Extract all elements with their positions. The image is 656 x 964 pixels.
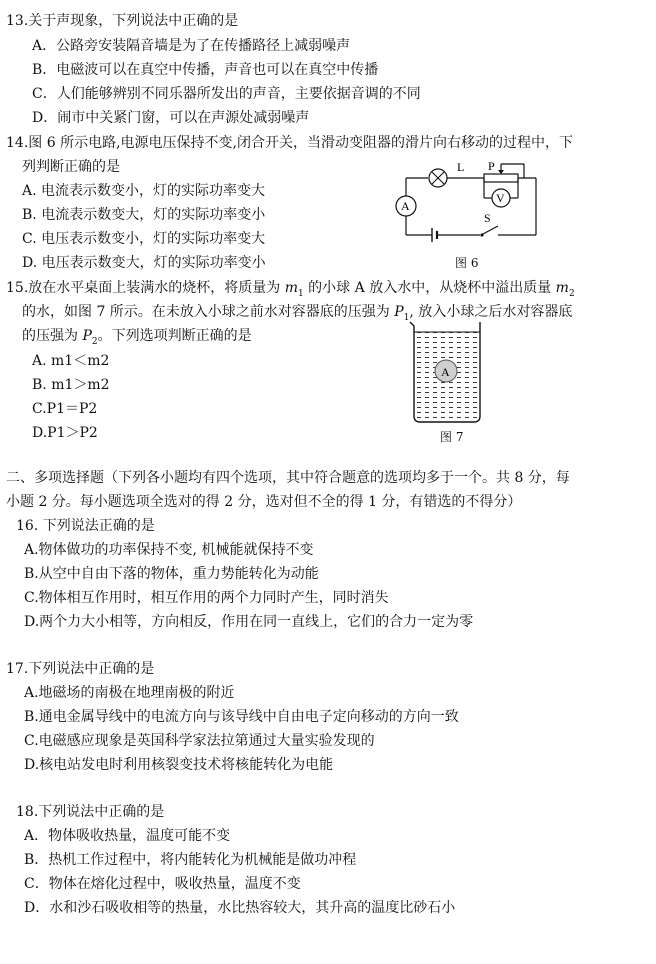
question-18-stem: 18.下列说法中正确的是 [16, 804, 165, 820]
q13-option-d: D．闹市中关紧门窗，可以在声源处减弱噪声 [32, 110, 310, 126]
question-13-stem: 13.关于声现象，下列说法中正确的是 [6, 13, 239, 29]
lamp-label: L [457, 160, 465, 174]
figure-6-caption: 图 6 [455, 256, 479, 270]
q15-option-a: A. m1＜m2 [32, 353, 110, 369]
question-17-stem: 17.下列说法中正确的是 [6, 661, 155, 677]
switch-label: S [484, 211, 491, 225]
q13-option-a: A．公路旁安装隔音墙是为了在传播路径上减弱噪声 [32, 38, 351, 54]
q16-option-a: A.物体做功的功率保持不变, 机械能就保持不变 [24, 542, 314, 558]
section-2-heading-line2: 小题 2 分。每小题选项全选对的得 2 分，选对但不全的得 1 分，有错选的不得分） [6, 494, 522, 510]
q15-option-c: C.P1＝P2 [32, 401, 98, 417]
q17-option-d: D.核电站发电时利用核裂变技术将核能转化为电能 [24, 757, 334, 773]
q13-option-b: B．电磁波可以在真空中传播，声音也可以在真空中传播 [32, 62, 379, 78]
q17-option-a: A.地磁场的南极在地理南极的附近 [24, 685, 235, 701]
q14-option-a: A. 电流表示数变小，灯的实际功率变大 [22, 183, 266, 199]
figure-7-beaker [408, 320, 486, 426]
slider-label: P [488, 160, 495, 173]
figure-7-caption: 图 7 [440, 430, 464, 444]
question-15-stem-line2: 的水，如图 7 所示。在未放入小球之前水对容器底的压强为 $P_1$, 放入小球之后水对容器底 [22, 304, 573, 323]
q14-option-b: B. 电流表示数变大，灯的实际功率变小 [22, 207, 266, 223]
question-15-stem-line1: 15.放在水平桌面上装满水的烧杯，将质量为 $m_1$ 的小球 A 放入水中，从烧杯中溢出质量 $m_2$ [6, 280, 575, 299]
question-16-stem: 16. 下列说法正确的是 [16, 518, 155, 534]
question-14-stem-line2: 列判断正确的是 [22, 159, 120, 175]
q18-option-c: C．物体在熔化过程中，吸收热量，温度不变 [24, 876, 301, 892]
q16-option-c: C.物体相互作用时，相互作用的两个力同时产生，同时消失 [24, 590, 389, 606]
figure-6-circuit [388, 160, 548, 250]
q17-option-b: B.通电金属导线中的电流方向与该导线中自由电子定向移动的方向一致 [24, 709, 459, 725]
q14-option-c: C. 电压表示数变小，灯的实际功率变大 [22, 231, 266, 247]
q16-option-d: D.两个力大小相等，方向相反，作用在同一直线上，它们的合力一定为零 [24, 614, 474, 630]
q17-option-c: C.电磁感应现象是英国科学家法拉第通过大量实验发现的 [24, 733, 375, 749]
q15-option-b: B. m1＞m2 [32, 377, 110, 393]
ammeter-label: A [401, 199, 410, 213]
voltmeter-label: V [496, 191, 505, 205]
q18-option-b: B．热机工作过程中，将内能转化为机械能是做功冲程 [24, 852, 357, 868]
q16-option-b: B.从空中自由下落的物体，重力势能转化为动能 [24, 566, 319, 582]
q15-option-d: D.P1＞P2 [32, 425, 98, 441]
ball-a-label: A [441, 365, 450, 379]
question-14-stem-line1: 14.图 6 所示电路,电源电压保持不变,闭合开关，当滑动变阻器的滑片向右移动的过程中，下 [6, 135, 573, 151]
section-2-heading-line1: 二、多项选择题（下列各小题均有四个选项，其中符合题意的选项均多于一个。共 8 分，每 [6, 470, 570, 486]
q18-option-d: D．水和沙石吸收相等的热量，水比热容较大，其升高的温度比砂石小 [24, 900, 456, 916]
question-15-stem-line3: 的压强为 $P_2$。下列选项判断正确的是 [22, 328, 252, 347]
q14-option-d: D. 电压表示数变大，灯的实际功率变小 [22, 255, 266, 271]
q18-option-a: A．物体吸收热量，温度可能不变 [24, 828, 231, 844]
q13-option-c: C．人们能够辨别不同乐器所发出的声音，主要依据音调的不同 [32, 86, 421, 102]
